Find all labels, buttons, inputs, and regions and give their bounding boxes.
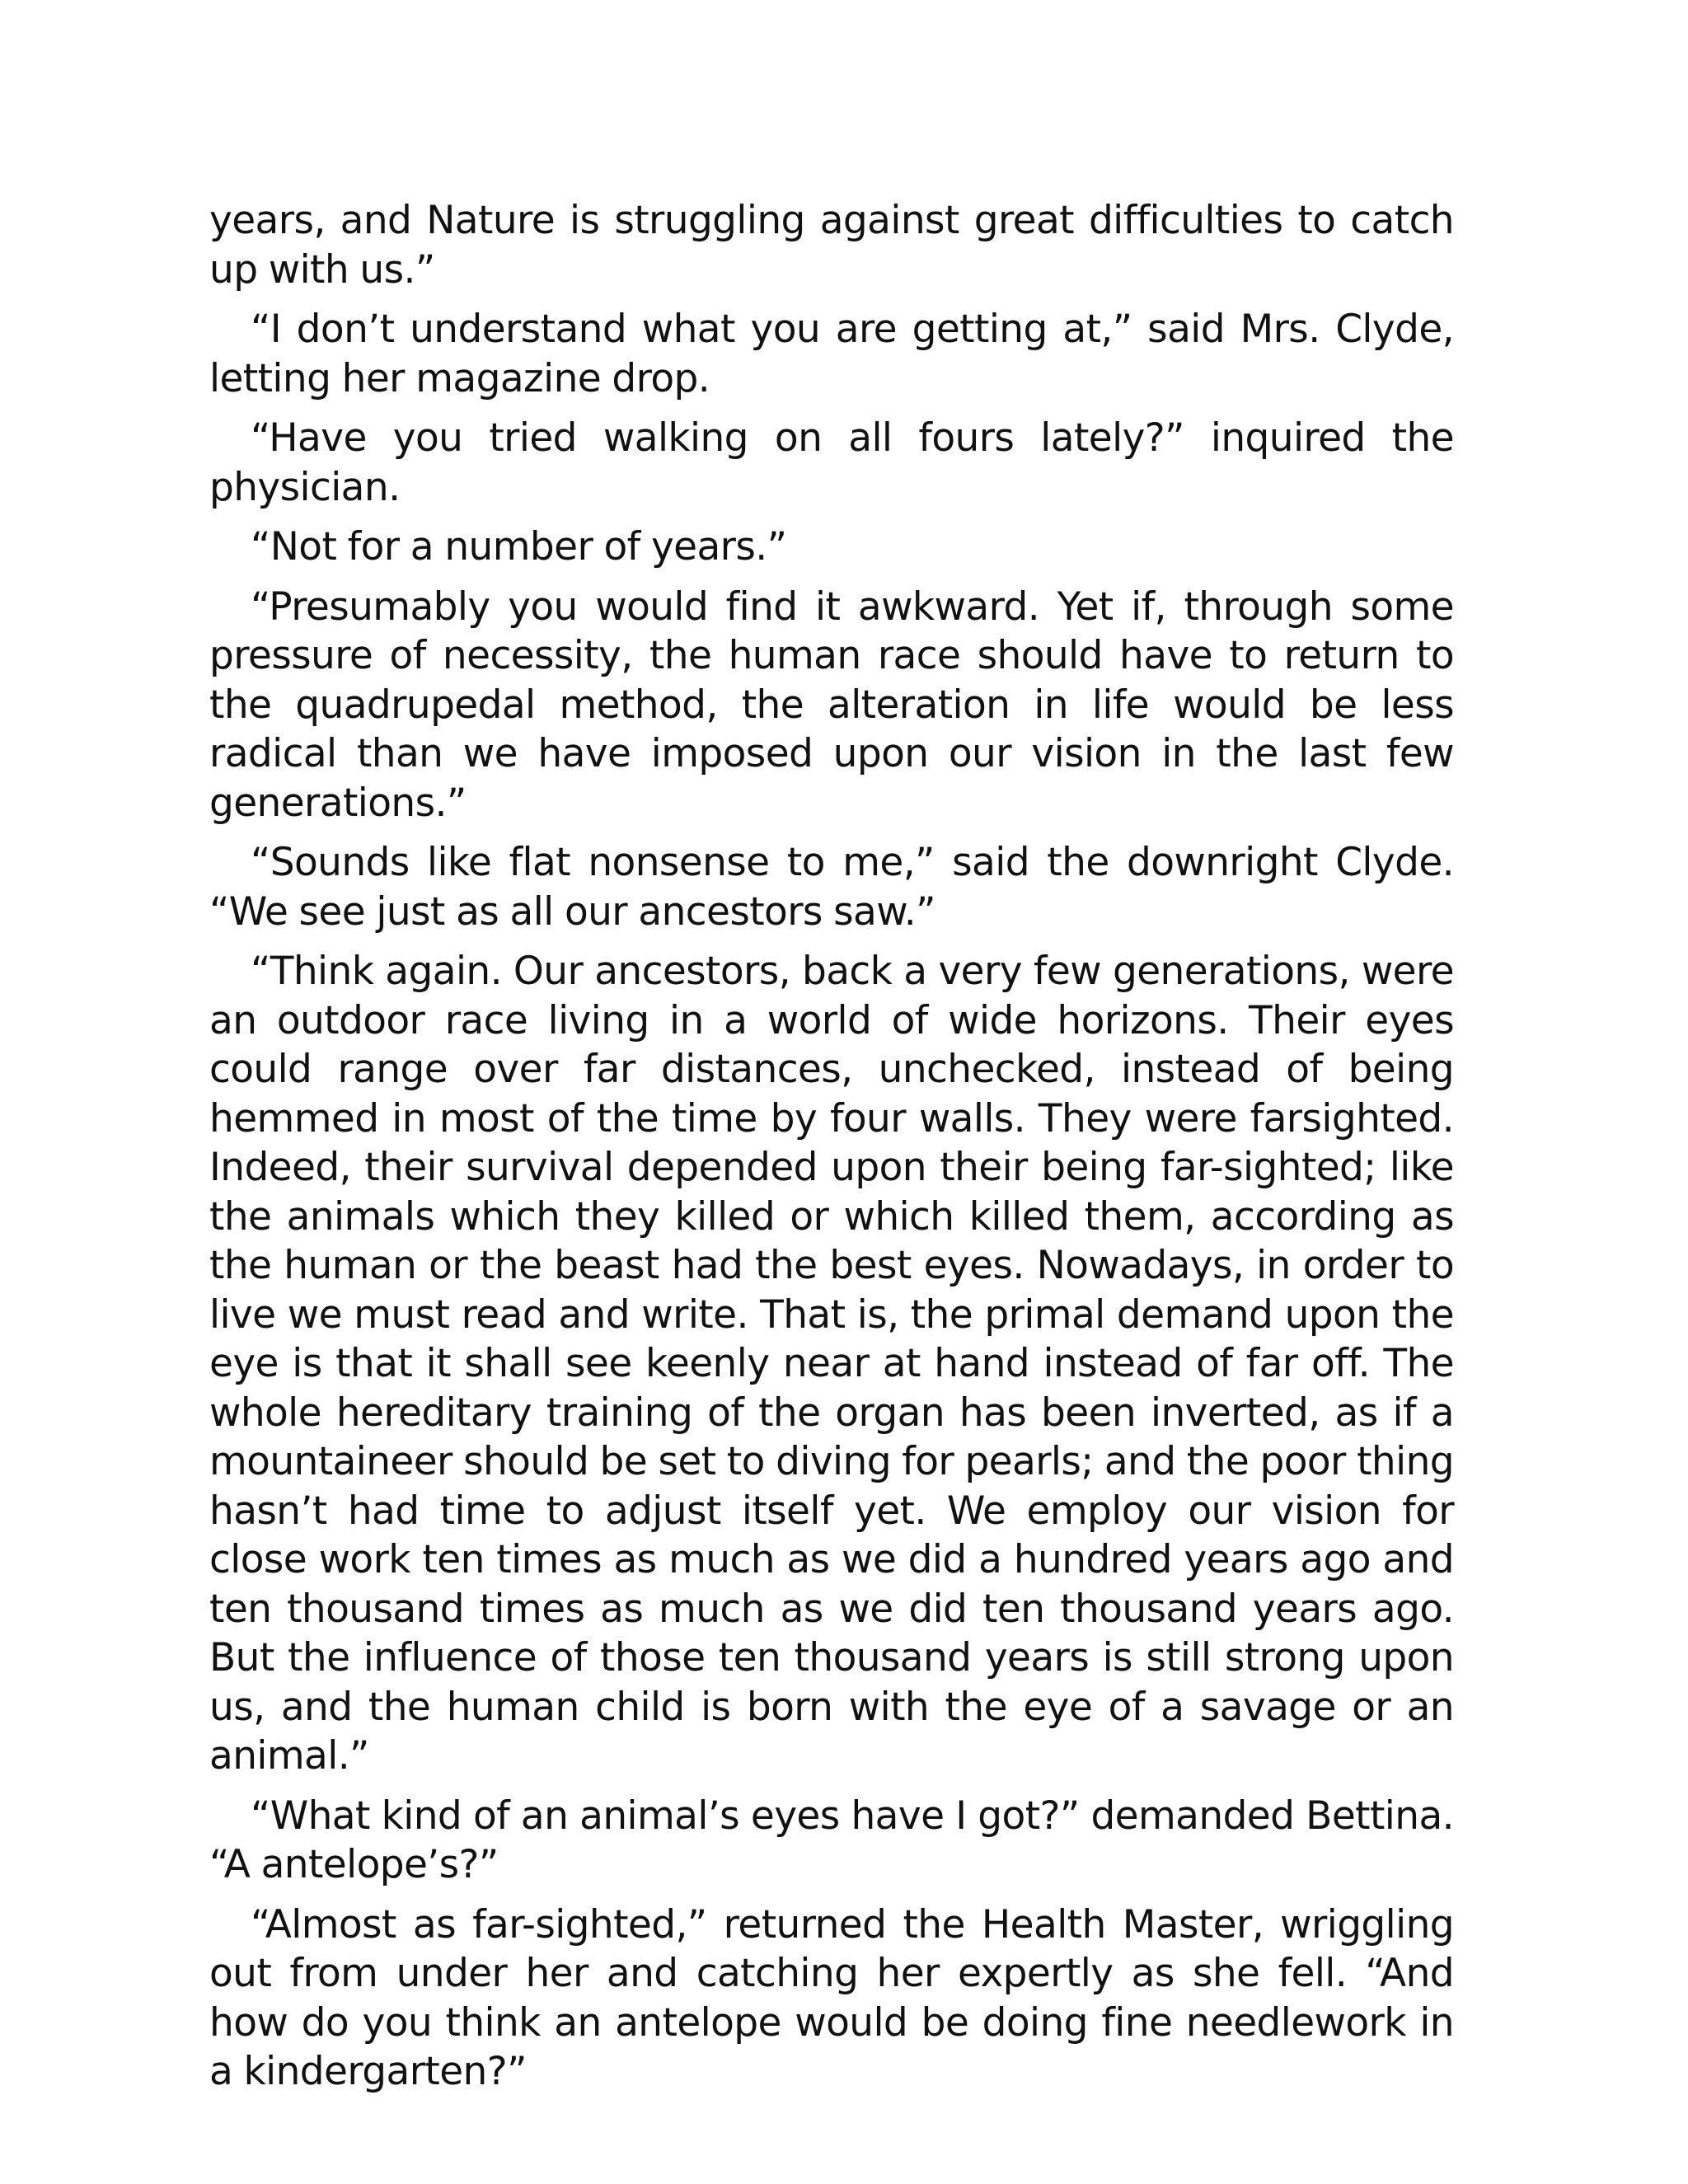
paragraph-5: “Presumably you would find it awkward. Yet if, through some pressure of necessity, the human race should have to return to the quadrupedal method, the alteration in life would be less radical than we have imposed upon our vision in the last few generations.” [209, 583, 1454, 826]
paragraph-8: “What kind of an animal’s eyes have I got?” demanded Bettina. “A antelope’s?” [209, 1793, 1454, 1887]
document-page [209, 196, 1454, 2107]
paragraph-3: “Have you tried walking on all fours lately?” inquired the physician. [209, 415, 1454, 510]
paragraph-7: “Think again. Our ancestors, back a very few generations, were an outdoor race living in a world of wide horizons. Their eyes could range over far distances, unchecked, instead of being hemmed in most of the time by four walls. They were farsighted. Indeed, their survival depended upon their being far-sighted; like the animals which they killed or which killed them, according as the human or the beast had the best eyes. Nowadays, in order to live we must read and write. That is, the primal demand upon the eye is that it shall see keenly near at hand instead of far off. The whole hereditary training of the organ has been inverted, as if a mountaineer should be set to diving for pearls; and the poor thing hasn’t had time to adjust itself yet. We employ our vision for close work ten times as much as we did a hundred years ago and ten thousand times as much as we did ten thousand years ago. But the influence of those ten thousand years is still strong upon us, and the human child is born with the eye of a savage or an animal.” [209, 949, 1454, 1779]
paragraph-2: “I don’t understand what you are getting at,” said Mrs. Clyde, letting her magazine drop. [209, 307, 1454, 401]
paragraph-1: years, and Nature is struggling against great difficulties to catch up with us.” [209, 198, 1454, 293]
paragraph-9: “Almost as far-sighted,” returned the Health Master, wriggling out from under her and catching her expertly as she fell. “And how do you think an antelope would be doing fine needlework in a kindergarten?” [209, 1901, 1454, 2094]
paragraph-6: “Sounds like flat nonsense to me,” said the downright Clyde. “We see just as all our ancestors saw.” [209, 840, 1454, 935]
paragraph-4: “Not for a number of years.” [251, 524, 787, 569]
